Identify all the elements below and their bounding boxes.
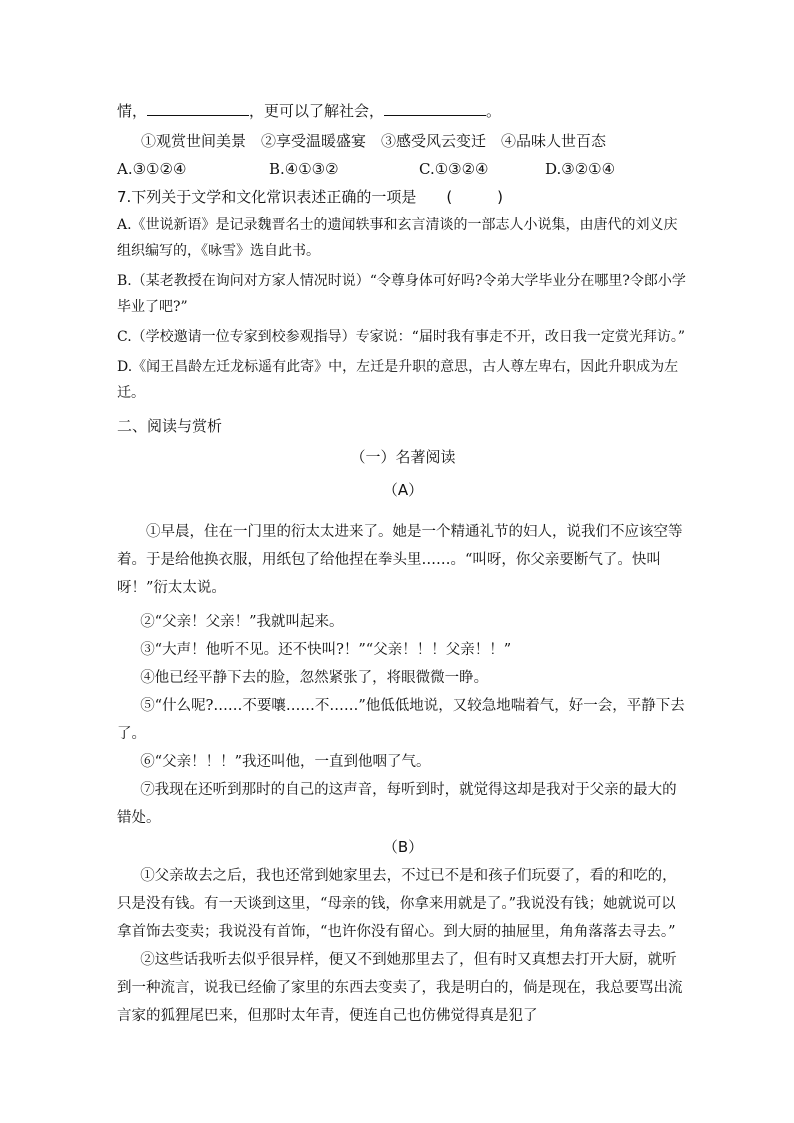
passage-b — [117, 862, 689, 1030]
q6-line-start: 情， — [117, 102, 148, 120]
passage-a-para: ④他已经平静下去的脸，忽然紧张了，将眼微微一睁。 — [140, 670, 489, 686]
q6-option-d[interactable]: D.③②①④ — [545, 160, 616, 178]
part-a-label: （A） — [382, 481, 424, 499]
q6-option-c[interactable]: C.①③②④ — [419, 160, 489, 178]
passage-b-para: ②这些话我听去似乎很异样，便又不到她那里去了，但有时又真想去打开大厨，就听到一种流言，说我已经偷了家里的东西去变卖了，我是明白的，倘是现在，我总要骂出流言家的狐狸尾巴来，但那时太年青，便连自己也仿佛觉得真是犯了 — [117, 952, 683, 1024]
passage-b-para: ①父亲故去之后，我也还常到她家里去，不过已不是和孩子们玩耍了，看的和吃的，只是没有钱。有一天谈到这里，“母亲的钱，你拿来用就是了。”我说没有钱；她就说可以拿首饰去变卖；我说没有首饰，“也许你没有留心。到大厨的抽屉里，角角落落去寻去。” — [117, 868, 677, 940]
q7-stem: 7.下列关于文学和文化常识表述正确的一项是 ( ) — [117, 188, 504, 206]
part-b-label: （B） — [382, 838, 424, 856]
answer-blank-2[interactable] — [384, 101, 486, 116]
passage-a-para: ③“大声！他听不见。还不快叫?！”“父亲！！！父亲！！” — [140, 642, 512, 658]
q6-option-b[interactable]: B.④①③② — [269, 160, 339, 178]
q6-fill-line — [117, 96, 689, 126]
passage-a-para: ⑤“什么呢?……不要嚷……不……”他低低地说，又较急地喘着气，好一会，平静下去了。 — [117, 698, 685, 742]
passage-a — [117, 518, 689, 832]
q7-option-a[interactable]: A.《世说新语》是记录魏晋名士的遗闻轶事和玄言清谈的一部志人小说集，由唐代的刘义庆组织编写的，《咏雪》选自此书。 — [117, 217, 678, 259]
passage-a-para: ⑦我现在还听到那时的自己的这声音，每听到时，就觉得这却是我对于父亲的最大的错处。 — [117, 782, 677, 826]
q7-option-b[interactable]: B.（某老教授在询问对方家人情况时说）“令尊身体可好吗?令弟大学毕业分在哪里?令郎小学毕业了吧?” — [117, 273, 686, 315]
q6-line-mid: ，更可以了解社会， — [249, 102, 385, 120]
q6-option-a[interactable]: A.③①②④ — [117, 160, 187, 178]
q6-options — [117, 156, 689, 182]
passage-a-para: ②“父亲！父亲！”我就叫起来。 — [140, 614, 344, 630]
passage-a-para: ⑥“父亲！！！”我还叫他，一直到他咽了气。 — [140, 754, 431, 770]
q6-items: ①观赏世间美景 ②享受温暖盛宴 ③感受风云变迁 ④品味人世百态 — [141, 132, 607, 150]
q7-option-c[interactable]: C.（学校邀请一位专家到校参观指导）专家说：“届时我有事走不开，改日我一定赏光拜访。” — [117, 329, 685, 345]
q7-option-d[interactable]: D.《闻王昌龄左迁龙标遥有此寄》中，左迁是升职的意思，古人尊左卑右，因此升职成为左迁。 — [117, 359, 679, 401]
section-subheading: （一）名著阅读 — [350, 448, 456, 466]
passage-a-para: ①早晨，住在一门里的衍太太进来了。她是一个精通礼节的妇人，说我们不应该空等着。于是给他换衣服，用纸包了给他捏在拳头里……。“叫呀，你父亲要断气了。快叫呀！”衍太太说。 — [117, 524, 683, 596]
section-heading: 二、阅读与赏析 — [117, 417, 223, 435]
page-content — [117, 96, 689, 1030]
answer-blank-1[interactable] — [147, 101, 249, 116]
q6-line-end: 。 — [486, 102, 502, 120]
